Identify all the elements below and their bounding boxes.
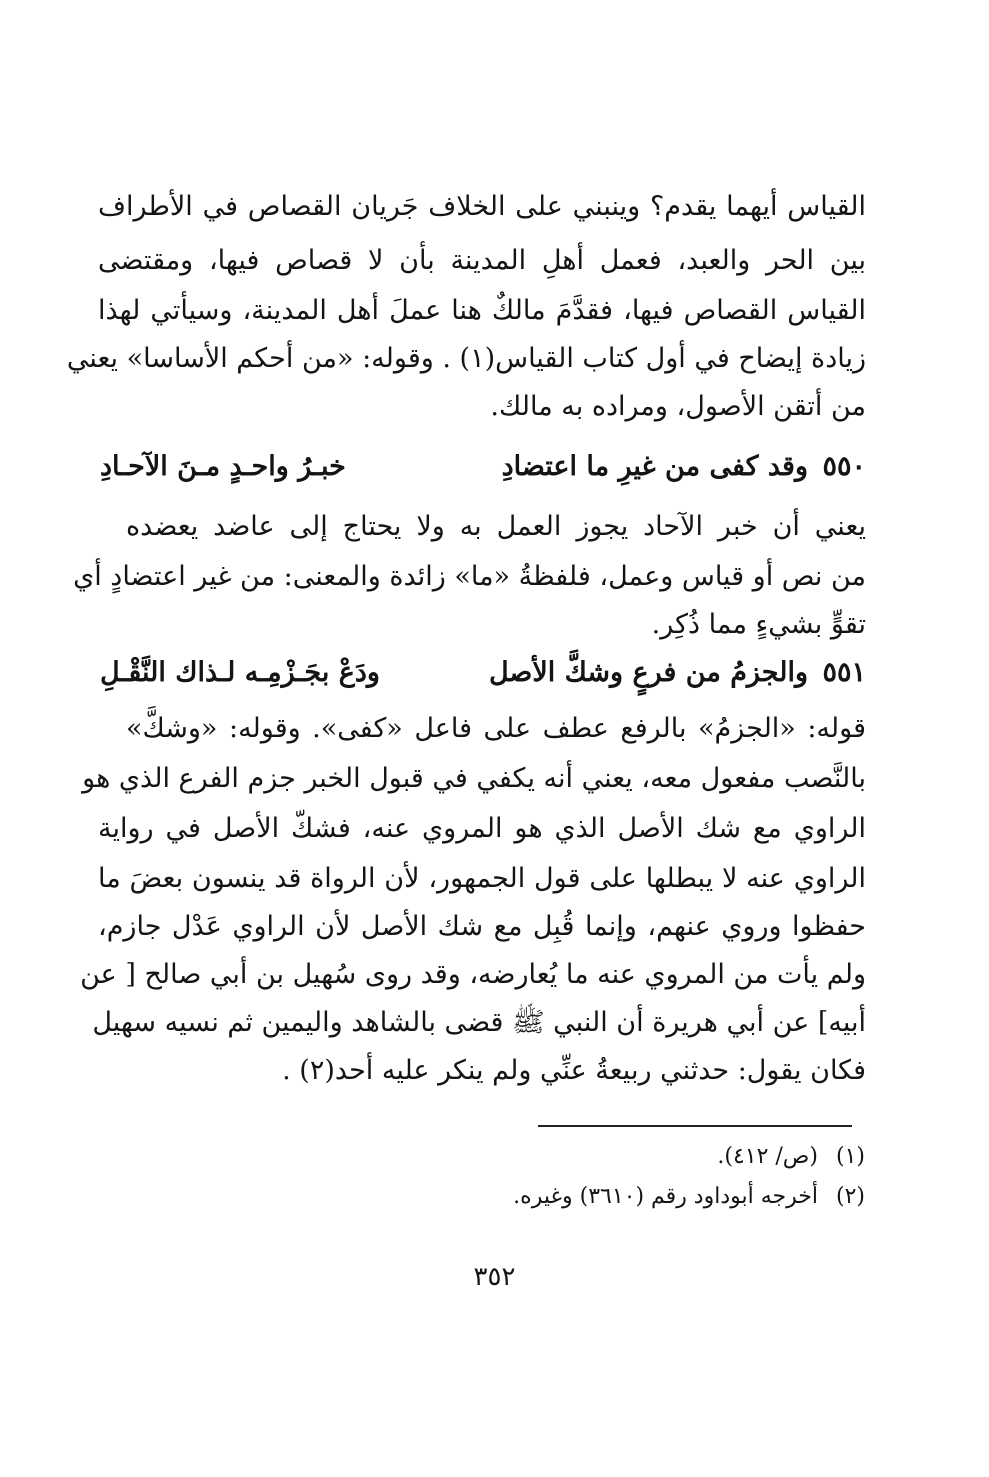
footnote-number: (١) (835, 1144, 865, 1169)
footnote-2 (513, 1180, 865, 1214)
paragraph-line: زيادة إيضاح في أول كتاب القياس(١) . وقوله: «من أحكم الأساسا» يعني (66, 343, 866, 374)
paragraph-line: فكان يقول: حدثني ربيعةُ عنِّي ولم ينكر عليه أحد(٢) . (282, 1055, 866, 1086)
footnote-1 (717, 1140, 865, 1174)
paragraph-line: حفظوا وروي عنهم، وإنما قُبِل مع شك الأصل لأن الراوي عَدْل جازم، (98, 911, 866, 942)
paragraph-1 (66, 184, 866, 454)
verse-first-hemistich: وقد كفى من غيرِ ما اعتضادِ (501, 451, 808, 482)
paragraph-line: ولم يأت من المروي عنه ما يُعارضه، وقد روى سُهيل بن أبي صالح [ عن (80, 959, 866, 990)
verse-550 (98, 444, 866, 490)
footnote-number: (٢) (835, 1184, 865, 1209)
paragraph-line: الراوي عنه لا يبطلها على قول الجمهور، لأن الرواة قد ينسون بعضَ ما (98, 863, 866, 894)
verse-551 (98, 650, 866, 696)
verse-number: ٥٥١ (822, 657, 866, 688)
paragraph-line: أبيه] عن أبي هريرة أن النبي ﷺ قضى بالشاهد واليمين ثم نسيه سهيل (92, 1007, 866, 1038)
paragraph-line: قوله: «الجزمُ» بالرفع عطف على فاعل «كفى». وقوله: «وشكَّ» (126, 713, 866, 744)
footnote-text: (ص/ ٤١٢). (717, 1144, 818, 1169)
verse-second-hemistich: خبـرُ واحـدٍ مـنَ الآحـادِ (100, 451, 346, 482)
paragraph-line: من أتقن الأصول، ومراده به مالك. (490, 391, 866, 422)
paragraph-line: تقوٍّ بشيءٍ مما ذُكِر. (651, 609, 866, 640)
paragraph-line: بالنَّصب مفعول معه، يعني أنه يكفي في قبول الخبر جزم الفرع الذي هو (82, 763, 866, 794)
paragraph-line: من نص أو قياس وعمل، فلفظةُ «ما» زائدة والمعنى: من غير اعتضادٍ أي (73, 561, 866, 592)
verse-number: ٥٥٠ (822, 451, 866, 482)
verse-second-hemistich: ودَعْ بجَـزْمِـه لـذاك النَّقْـلِ (100, 657, 380, 688)
paragraph-line: يعني أن خبر الآحاد يجوز العمل به ولا يحتاج إلى عاضد يعضده (126, 511, 866, 542)
footnote-separator (538, 1125, 852, 1127)
paragraph-line: الراوي مع شك الأصل الذي هو المروي عنه، فشكّ الأصل في رواية (98, 813, 866, 844)
paragraph-3 (80, 706, 866, 1106)
paragraph-line: القياس أيهما يقدم؟ وينبني على الخلاف جَريان القصاص في الأطراف (98, 191, 866, 222)
footnote-text: أخرجه أبوداود رقم (٣٦١٠) وغيره. (513, 1184, 818, 1209)
page-number: ٣٥٢ (473, 1262, 516, 1292)
paragraph-line: القياس القصاص فيها، فقدَّمَ مالكٌ هنا عملَ أهل المدينة، وسيأتي لهذا (98, 295, 866, 326)
verse-first-hemistich: والجزمُ من فرعٍ وشكَّ الأصل (488, 657, 808, 688)
paragraph-2 (73, 504, 866, 654)
paragraph-line: بين الحر والعبد، فعمل أهلِ المدينة بأن لا قصاص فيها، ومقتضى (98, 245, 866, 276)
